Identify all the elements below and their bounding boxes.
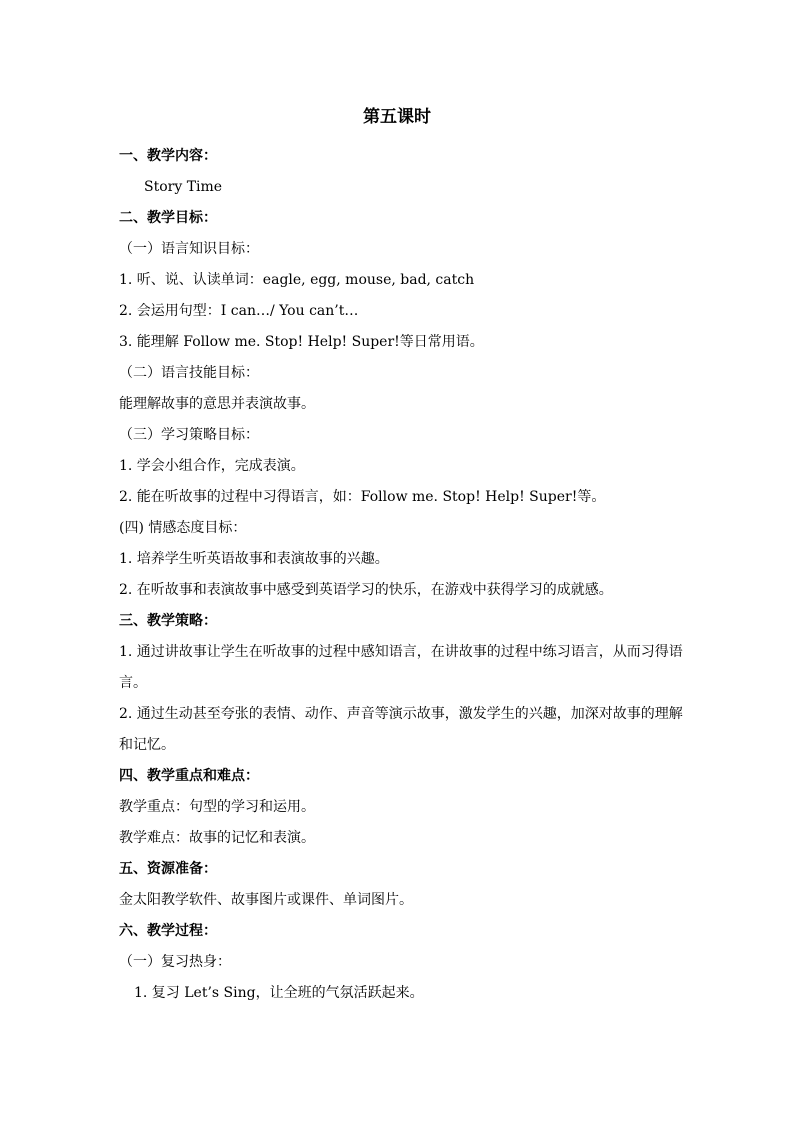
list-item: 2. 在听故事和表演故事中感受到英语学习的快乐，在游戏中获得学习的成就感。 xyxy=(119,582,613,598)
list-item: 1. 听、说、认读单词：eagle, egg, mouse, bad, catch xyxy=(119,272,475,288)
teaching-content-text: Story Time xyxy=(144,179,223,195)
subheading-language-skills: （二）语言技能目标： xyxy=(119,365,259,381)
key-point-text: 教学重点：句型的学习和运用。 xyxy=(119,799,315,815)
resources-text: 金太阳教学软件、故事图片或课件、单词图片。 xyxy=(119,892,413,908)
page-title: 第五课时 xyxy=(363,107,431,127)
language-skills-text: 能理解故事的意思并表演故事。 xyxy=(119,396,315,412)
subheading-learning-strategy: （三）学习策略目标： xyxy=(119,427,259,443)
document-body xyxy=(119,141,684,1009)
difficult-point-text: 教学难点：故事的记忆和表演。 xyxy=(119,830,315,846)
list-item: 1. 复习 Let’s Sing，让全班的气氛活跃起来。 xyxy=(134,985,424,1001)
section-heading-key-points: 四、教学重点和难点： xyxy=(119,768,259,784)
list-item: 1. 通过讲故事让学生在听故事的过程中感知语言，在讲故事的过程中练习语言，从而习得语言。 xyxy=(119,644,683,691)
section-heading-objectives: 二、教学目标： xyxy=(119,210,217,226)
section-heading-content: 一、教学内容： xyxy=(119,148,217,164)
list-item: 3. 能理解 Follow me. Stop! Help! Super!等日常用语。 xyxy=(119,334,484,350)
list-item: 1. 学会小组合作，完成表演。 xyxy=(119,458,305,474)
subheading-review-warmup: （一）复习热身： xyxy=(119,954,231,970)
list-item: 2. 通过生动甚至夸张的表情、动作、声音等演示故事，激发学生的兴趣，加深对故事的理解和记忆。 xyxy=(119,706,683,753)
section-heading-resources: 五、资源准备： xyxy=(119,861,217,877)
list-item: 1. 培养学生听英语故事和表演故事的兴趣。 xyxy=(119,551,389,567)
list-item: 2. 会运用句型：I can…/ You can’t… xyxy=(119,303,359,319)
list-item: 2. 能在听故事的过程中习得语言，如：Follow me. Stop! Help! Super!等。 xyxy=(119,489,606,505)
section-heading-process: 六、教学过程： xyxy=(119,923,217,939)
section-heading-strategy: 三、教学策略： xyxy=(119,613,217,629)
subheading-language-knowledge: （一）语言知识目标： xyxy=(119,241,259,257)
subheading-emotion-attitude: (四) 情感态度目标： xyxy=(119,520,247,536)
